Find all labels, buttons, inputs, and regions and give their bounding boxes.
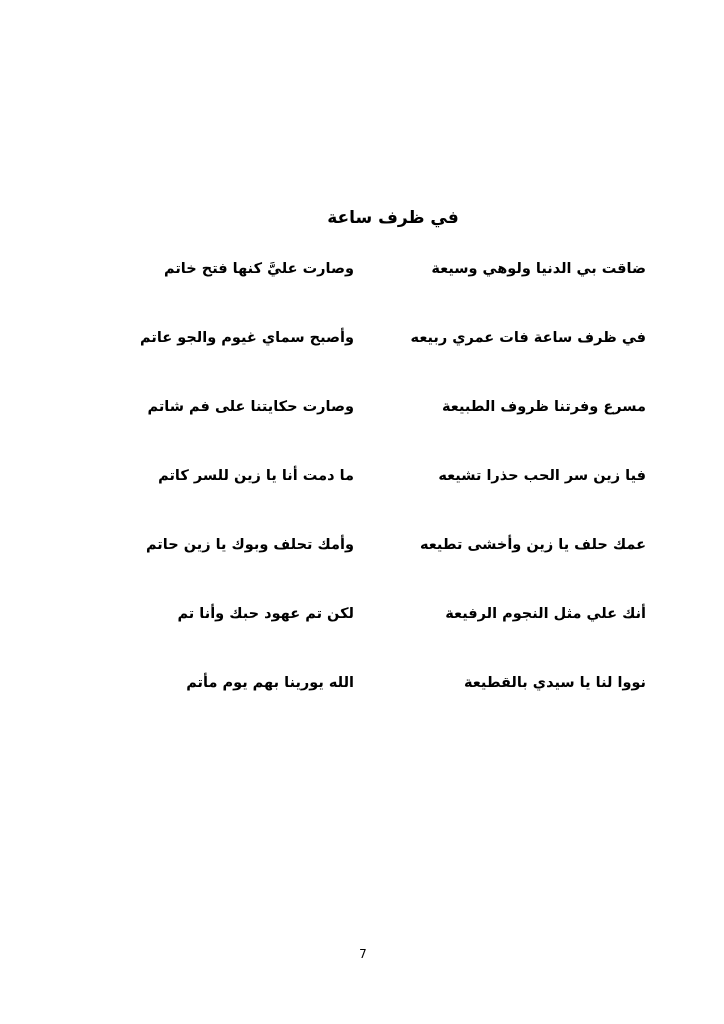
verse-row	[118, 599, 646, 668]
page-number: 7	[359, 947, 367, 961]
verse-first-hemistich: أنك علي مثل النجوم الرفيعة	[445, 606, 646, 622]
verse-row	[118, 323, 646, 392]
verse-first-hemistich: فيا زين سر الحب حذرا تشيعه	[438, 468, 646, 484]
verse-row	[118, 668, 646, 737]
verse-first-hemistich: ضاقت بي الدنيا ولوهي وسيعة	[431, 261, 646, 277]
verse-list	[118, 254, 646, 737]
verse-second-hemistich: وأمك تحلف وبوك يا زين حاتم	[145, 537, 354, 553]
verse-second-hemistich: وصارت عليَّ كنها فتح خاتم	[163, 261, 354, 277]
verse-second-hemistich: وصارت حكايتنا على فم شاتم	[147, 399, 354, 415]
verse-first-hemistich: نووا لنا يا سيدي بالقطيعة	[463, 675, 646, 691]
verse-row	[118, 530, 646, 599]
verse-first-hemistich: في ظرف ساعة فات عمري ربيعه	[410, 330, 646, 346]
verse-second-hemistich: ما دمت أنا يا زين للسر كاتم	[158, 468, 354, 484]
verse-row	[118, 254, 646, 323]
verse-second-hemistich: لكن تم عهود حبك وأنا تم	[177, 606, 354, 622]
poem-title: في ظرف ساعة	[327, 208, 459, 228]
verse-row	[118, 392, 646, 461]
verse-row	[118, 461, 646, 530]
verse-second-hemistich: وأصبح سماي غيوم والجو عاتم	[140, 330, 354, 346]
verse-second-hemistich: الله يورينا بهم يوم مأتم	[186, 675, 354, 691]
verse-first-hemistich: عمك حلف يا زين وأخشى تطيعه	[419, 537, 646, 553]
verse-first-hemistich: مسرع وفرتنا ظروف الطبيعة	[441, 399, 646, 415]
